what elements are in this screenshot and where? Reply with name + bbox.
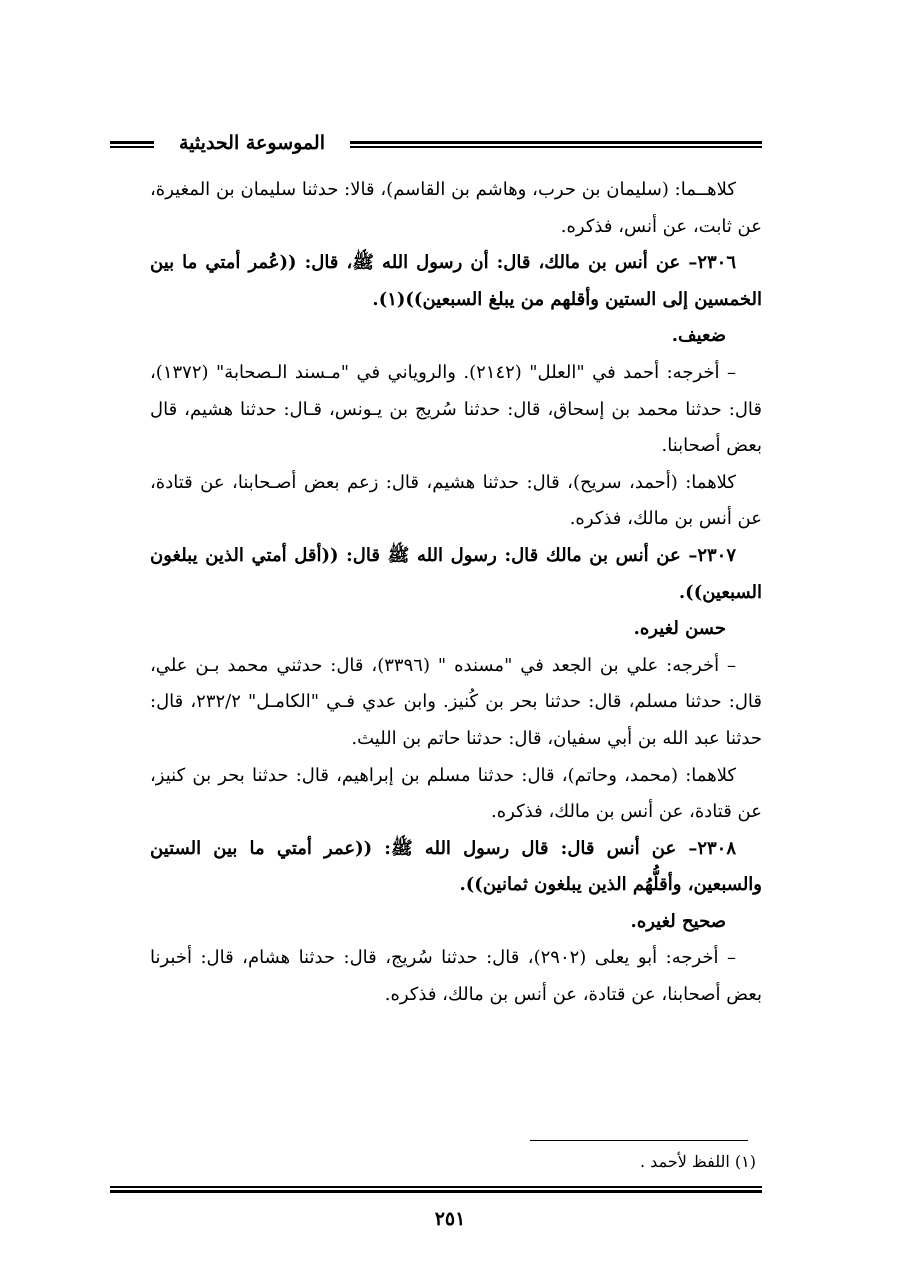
paragraph-chain-3: كلاهما: (محمد، وحاتم)، قال: حدثنا مسلم بن إبراهيم، قال: حدثنا بحر بن كنيز، عن قتادة، عن أنس بن مالك، فذكره.: [150, 764, 762, 823]
bottom-rule: [110, 1186, 762, 1193]
header-title: الموسوعة الحديثية: [179, 132, 325, 154]
takhrij-2308: – أخرجه: أبو يعلى (٢٩٠٢)، قال: حدثنا سُريج، قال: حدثنا هشام، قال: أخبرنا بعض أصحابنا، عن قتادة، عن أنس بن مالك، فذكره.: [150, 947, 762, 1006]
header-rule-left: [110, 141, 154, 148]
takhrij-2306: – أخرجه: أحمد في "العلل" (٢١٤٢). والروياني في "مـسند الـصحابة" (١٣٧٢)، قال: حدثنا محمد بن إسحاق، قال: حدثنا سُريج بن يـونس، قـال: حدثنا هشيم، قال بعض أصحابنا.: [150, 361, 762, 457]
grading-2308: صحيح لغيره.: [630, 910, 726, 932]
hadith-2306: ٢٣٠٦– عن أنس بن مالك، قال: أن رسول الله ﷺ، قال: ((عُمر أمتي ما بين الخمسين إلى الستين وأقلهم من يبلغ السبعين))(١).: [150, 252, 762, 310]
footnote-separator: [530, 1140, 748, 1141]
paragraph-chain-1: كلاهــما: (سليمان بن حرب، وهاشم بن القاسم)، قالا: حدثنا سليمان بن المغيرة، عن ثابت، عن أنس، فذكره.: [150, 179, 762, 237]
takhrij-2307: – أخرجه: علي بن الجعد في "مسنده " (٣٣٩٦)، قال: حدثني محمد بـن علي، قال: حدثنا مسلم، قال: حدثنا بحر بن كُنيز. وابن عدي فـي "الكامـل" ٢٣٢/٢، قال: حدثنا عبد الله بن أبي سفيان، قال: حدثنا حاتم بن الليث.: [150, 654, 763, 749]
hadith-2307: ٢٣٠٧– عن أنس بن مالك قال: رسول الله ﷺ قال: ((أقل أمتي الذين يبلغون السبعين)).: [150, 544, 762, 603]
grading-2306: ضعيف.: [671, 325, 726, 347]
header-rule-right: [350, 141, 762, 148]
hadith-2308: ٢٣٠٨– عن أنس قال: قال رسول الله ﷺ: ((عمر أمتي ما بين الستين والسبعين، وأقلُّهُم الذين يبلغون ثمانين)).: [150, 837, 762, 896]
page-body: [150, 172, 762, 1014]
grading-2307: حسن لغيره.: [633, 618, 726, 640]
paragraph-chain-2: كلاهما: (أحمد، سريح)، قال: حدثنا هشيم، قال: زعم بعض أصـحابنا، عن قتادة، عن أنس بن مالك، فذكره.: [150, 471, 762, 530]
footnote: (١) اللفظ لأحمد .: [640, 1152, 756, 1171]
page-number: ٢٥١: [434, 1208, 466, 1230]
running-header: [110, 132, 762, 156]
